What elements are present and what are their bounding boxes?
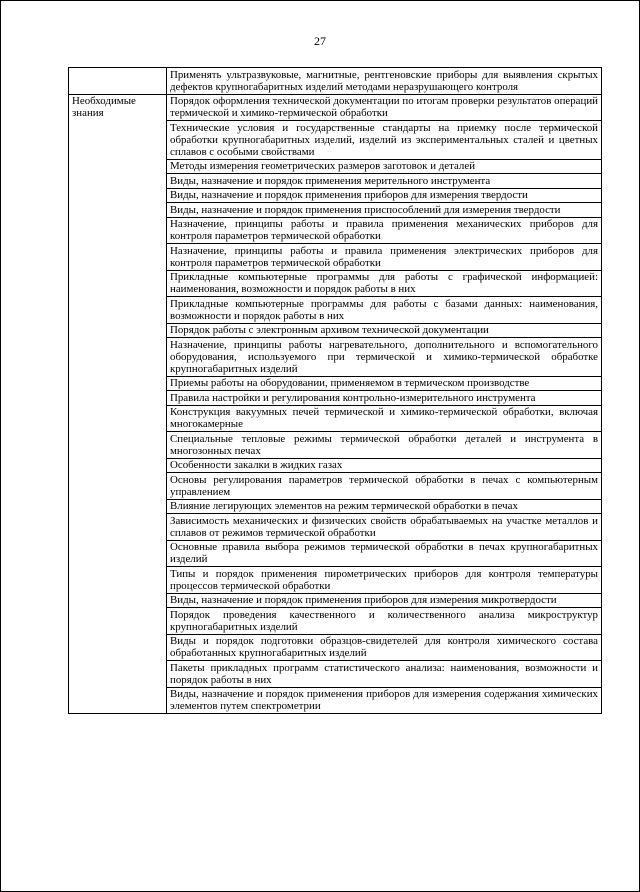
knowledge-item: Виды, назначение и порядок применения приборов для измерения содержания химических элементов путем спектрометрии [167, 687, 602, 714]
knowledge-item: Влияние легирующих элементов на режим термической обработки в печах [167, 499, 602, 514]
knowledge-item: Технические условия и государственные стандарты на приемку после термической обработки крупногабаритных изделий, изделий из экспериментальных сталей и цветных сплавов с особыми свойствами [167, 121, 602, 160]
knowledge-item: Основные правила выбора режимов термической обработки в печах крупногабаритных изделий [167, 540, 602, 567]
knowledge-table-body [69, 68, 602, 714]
knowledge-item: Назначение, принципы работы нагревательного, дополнительного и вспомогательного оборудования, используемого при термической и химико-термической обработке крупногабаритных изделий [167, 338, 602, 377]
knowledge-item: Зависимость механических и физических свойств обрабатываемых на участке металлов и сплавов от режимов термической обработки [167, 514, 602, 541]
knowledge-item: Прикладные компьютерные программы для работы с базами данных: наименования, возможности и порядок работы в них [167, 297, 602, 324]
knowledge-item: Основы регулирования параметров термической обработки в печах с компьютерным управлением [167, 473, 602, 500]
skill-item: Применять ультразвуковые, магнитные, рентгеновские приборы для выявления скрытых дефектов крупногабаритных изделий методами неразрушающего контроля [167, 68, 602, 95]
knowledge-item: Виды и порядок подготовки образцов-свидетелей для контроля химического состава обработанных крупногабаритных изделий [167, 634, 602, 661]
section-label: Необходимые знания [69, 94, 167, 714]
knowledge-item: Конструкция вакуумных печей термической и химико-термической обработки, включая многокамерные [167, 405, 602, 432]
knowledge-item: Виды, назначение и порядок применения приборов для измерения микротвердости [167, 593, 602, 608]
empty-label-cell [69, 68, 167, 95]
knowledge-item: Методы измерения геометрических размеров заготовок и деталей [167, 159, 602, 174]
knowledge-item: Назначение, принципы работы и правила применения механических приборов для контроля параметров термической обработки [167, 217, 602, 244]
knowledge-item: Специальные тепловые режимы термической обработки деталей и инструмента в многозонных печах [167, 432, 602, 459]
knowledge-item: Порядок проведения качественного и количественного анализа микроструктур крупногабаритных изделий [167, 608, 602, 635]
knowledge-item: Типы и порядок применения пирометрических приборов для контроля температуры процессов термической обработки [167, 567, 602, 594]
knowledge-item: Правила настройки и регулирования контрольно-измерительного инструмента [167, 391, 602, 406]
knowledge-item: Пакеты прикладных программ статистического анализа: наименования, возможности и порядок работы в них [167, 661, 602, 688]
knowledge-table [68, 67, 602, 714]
table-row [69, 94, 602, 121]
knowledge-item: Порядок оформления технической документации по итогам проверки результатов операций термической и химико-термической обработки [167, 94, 602, 121]
table-row-skills-continuation [69, 68, 602, 95]
knowledge-item: Виды, назначение и порядок применения приборов для измерения твердости [167, 188, 602, 203]
knowledge-item: Особенности закалки в жидких газах [167, 458, 602, 473]
knowledge-item: Порядок работы с электронным архивом технической документации [167, 323, 602, 338]
knowledge-item: Назначение, принципы работы и правила применения электрических приборов для контроля параметров термической обработки [167, 244, 602, 271]
knowledge-item: Виды, назначение и порядок применения мерительного инструмента [167, 174, 602, 189]
knowledge-item: Приемы работы на оборудовании, применяемом в термическом производстве [167, 376, 602, 391]
page-number: 27 [314, 34, 326, 48]
knowledge-item: Прикладные компьютерные программы для работы с графической информацией: наименования, возможности и порядок работы в них [167, 270, 602, 297]
knowledge-item: Виды, назначение и порядок применения приспособлений для измерения твердости [167, 203, 602, 218]
